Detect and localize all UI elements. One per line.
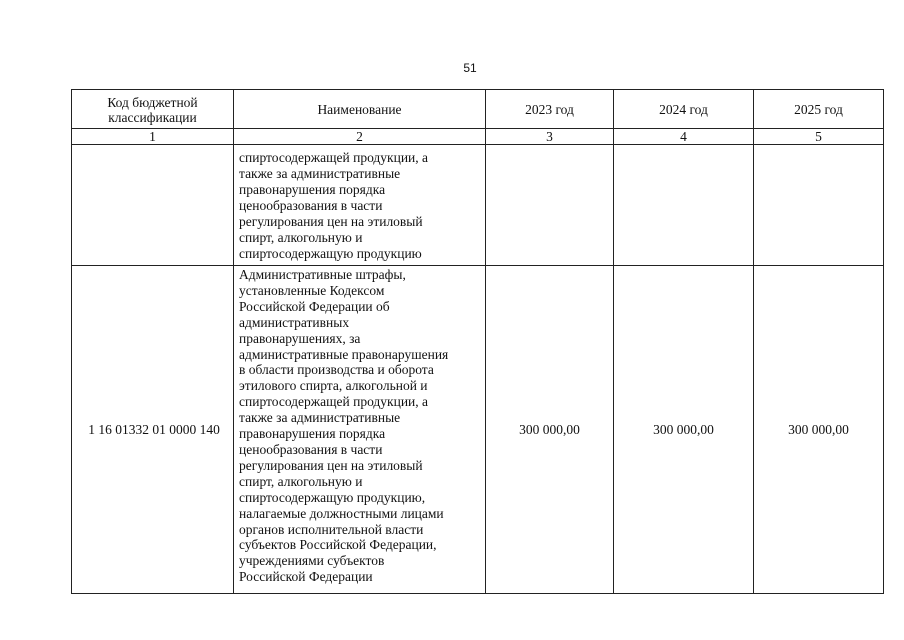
header-2024: 2024 год — [614, 90, 754, 129]
table-row — [72, 145, 884, 266]
row-code — [72, 145, 234, 266]
row-name: спиртосодержащей продукции, а также за административные правонарушения порядка ценообразования в части регулирования цен на этиловый спирт, алкогольную и спиртосодержащую продукцию — [234, 145, 486, 266]
row-value-2024: 300 000,00 — [614, 266, 754, 594]
page-number: 51 — [463, 61, 477, 75]
row-name: Административные штрафы, установленные Кодексом Российской Федерации об административных правонарушениях, за административные правонарушения в области производства и оборота этилового спирта, алкогольной и спиртосодержащей продукции, а также за административные правонарушения порядка ценообразования в части регулирования цен на этиловый спирт, алкогольную и спиртосодержащую продукцию, налагаемые должностными лицами органов исполнительной власти субъектов Российской Федерации, учреждениями субъектов Российской Федерации — [234, 266, 486, 594]
row-value-2025 — [754, 145, 884, 266]
row-value-2023 — [486, 145, 614, 266]
column-number: 5 — [754, 129, 884, 145]
header-code: Код бюджетной классификации — [72, 90, 234, 129]
row-value-2024 — [614, 145, 754, 266]
budget-table — [71, 89, 884, 594]
header-2023: 2023 год — [486, 90, 614, 129]
column-number: 3 — [486, 129, 614, 145]
column-number: 2 — [234, 129, 486, 145]
header-2025: 2025 год — [754, 90, 884, 129]
table-header-row — [72, 90, 884, 129]
header-name: Наименование — [234, 90, 486, 129]
column-number-row — [72, 129, 884, 145]
row-value-2023: 300 000,00 — [486, 266, 614, 594]
row-value-2025: 300 000,00 — [754, 266, 884, 594]
column-number: 1 — [72, 129, 234, 145]
table-row — [72, 266, 884, 594]
row-code: 1 16 01332 01 0000 140 — [72, 266, 234, 594]
column-number: 4 — [614, 129, 754, 145]
